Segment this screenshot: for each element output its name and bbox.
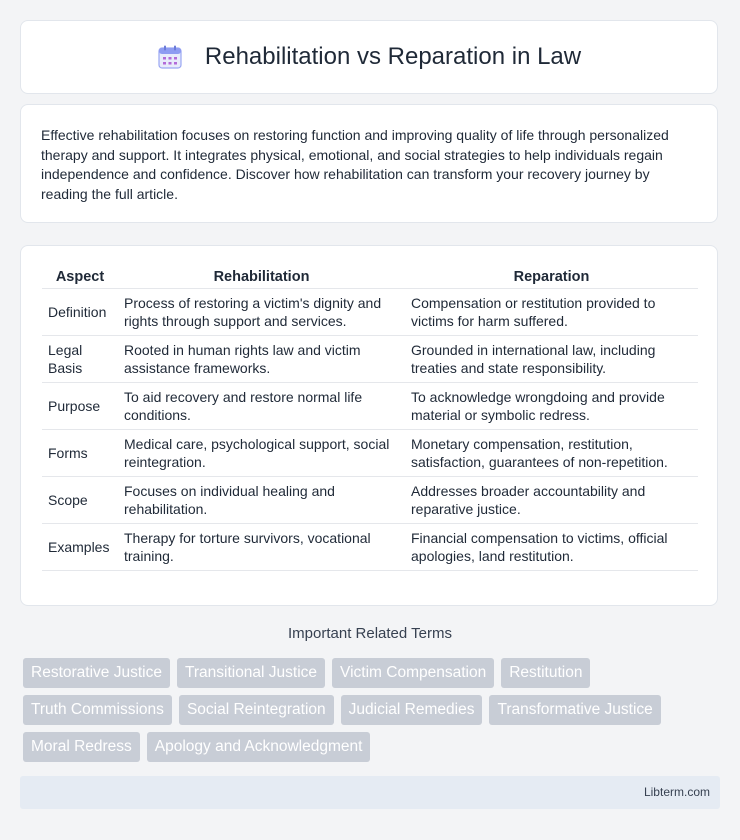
term-tag[interactable]: Restitution: [501, 658, 590, 688]
calendar-icon: [157, 44, 183, 70]
comparison-table: [42, 266, 698, 571]
row-reparation: Financial compensation to victims, official apologies, land restitution.: [405, 524, 698, 571]
row-rehabilitation: Medical care, psychological support, social reintegration.: [118, 430, 405, 477]
term-tag[interactable]: Apology and Acknowledgment: [147, 732, 371, 762]
intro-text: Effective rehabilitation focuses on restoring function and improving quality of life through personalized therapy and support. It integrates physical, emotional, and social strategies to help individuals regain independence and confidence. Discover how rehabilitation can transform your recovery journey by reading the full article.: [41, 127, 669, 202]
table-header-row: [42, 266, 698, 289]
term-tag[interactable]: Social Reintegration: [179, 695, 334, 725]
row-rehabilitation: Process of restoring a victim's dignity and rights through support and services.: [118, 289, 405, 336]
row-aspect: Legal Basis: [42, 336, 118, 383]
row-aspect: Definition: [42, 289, 118, 336]
table-row: [42, 336, 698, 383]
row-rehabilitation: To aid recovery and restore normal life conditions.: [118, 383, 405, 430]
table-row: [42, 524, 698, 571]
row-aspect: Scope: [42, 477, 118, 524]
related-terms-list: [23, 658, 703, 762]
footer-site-link[interactable]: Libterm.com: [643, 785, 710, 799]
intro-card: [20, 104, 718, 223]
term-tag[interactable]: Moral Redress: [23, 732, 140, 762]
row-reparation: Grounded in international law, including treaties and state responsibility.: [405, 336, 698, 383]
table-row: [42, 430, 698, 477]
row-reparation: To acknowledge wrongdoing and provide material or symbolic redress.: [405, 383, 698, 430]
header-card: [20, 20, 718, 94]
table-row: [42, 383, 698, 430]
row-reparation: Monetary compensation, restitution, satisfaction, guarantees of non-repetition.: [405, 430, 698, 477]
row-rehabilitation: Rooted in human rights law and victim assistance frameworks.: [118, 336, 405, 383]
term-tag[interactable]: Victim Compensation: [332, 658, 494, 688]
term-tag[interactable]: Restorative Justice: [23, 658, 170, 688]
term-tag[interactable]: Transformative Justice: [489, 695, 660, 725]
row-reparation: Addresses broader accountability and reparative justice.: [405, 477, 698, 524]
term-tag[interactable]: Transitional Justice: [177, 658, 325, 688]
row-reparation: Compensation or restitution provided to victims for harm suffered.: [405, 289, 698, 336]
row-aspect: Examples: [42, 524, 118, 571]
footer: [20, 776, 720, 809]
comparison-table-card: [20, 245, 718, 606]
related-terms-title: Important Related Terms: [288, 625, 452, 642]
term-tag[interactable]: Truth Commissions: [23, 695, 172, 725]
term-tag[interactable]: Judicial Remedies: [341, 695, 483, 725]
header-aspect: Aspect: [42, 266, 118, 289]
row-rehabilitation: Therapy for torture survivors, vocational training.: [118, 524, 405, 571]
row-aspect: Forms: [42, 430, 118, 477]
table-row: [42, 477, 698, 524]
row-aspect: Purpose: [42, 383, 118, 430]
row-rehabilitation: Focuses on individual healing and rehabilitation.: [118, 477, 405, 524]
table-row: [42, 289, 698, 336]
header-rehabilitation: Rehabilitation: [118, 266, 405, 289]
page-title: Rehabilitation vs Reparation in Law: [204, 43, 582, 70]
header-reparation: Reparation: [405, 266, 698, 289]
